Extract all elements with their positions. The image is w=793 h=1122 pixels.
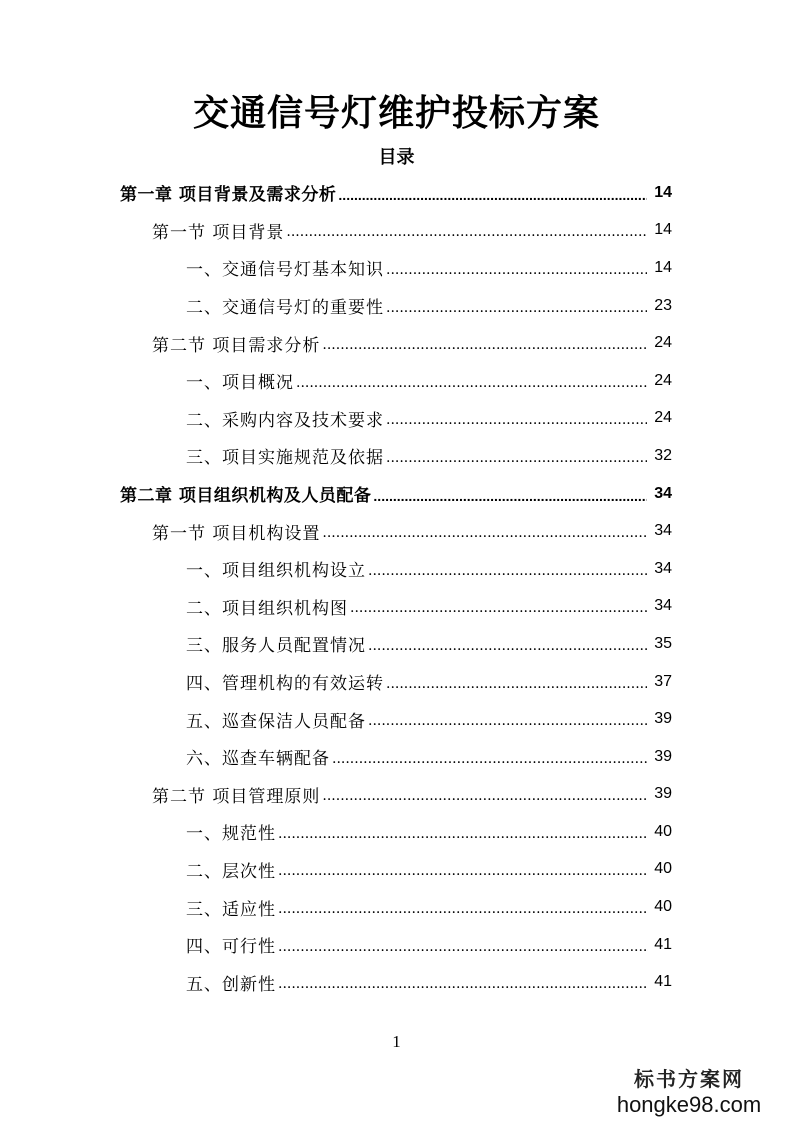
toc-dot-leader [368, 563, 647, 579]
toc-dot-leader [322, 525, 647, 541]
toc-dot-leader [332, 751, 647, 767]
toc-entry-page: 41 [654, 935, 672, 953]
table-of-contents [0, 174, 793, 1001]
toc-dot-leader [278, 901, 647, 917]
toc-dot-leader [350, 600, 647, 616]
toc-dot-leader [368, 713, 647, 729]
toc-entry-label: 二、采购内容及技术要求 [186, 410, 384, 431]
toc-entry-label: 五、创新性 [186, 974, 276, 995]
toc-entry[interactable] [0, 512, 672, 550]
toc-dot-leader [296, 375, 647, 391]
toc-entry-label: 第一节 项目机构设置 [152, 523, 321, 544]
toc-entry-page: 24 [654, 371, 672, 389]
page-number: 1 [392, 1032, 401, 1051]
toc-entry[interactable] [0, 700, 672, 738]
toc-entry-page: 34 [654, 597, 672, 615]
document-title: 交通信号灯维护投标方案 [192, 93, 600, 134]
toc-entry[interactable] [0, 851, 672, 889]
toc-entry-label: 第一章 项目背景及需求分析 [120, 185, 337, 206]
toc-entry[interactable] [0, 400, 672, 438]
toc-entry-page: 34 [654, 522, 672, 540]
toc-dot-leader [386, 412, 647, 428]
toc-entry-label: 二、项目组织机构图 [186, 598, 348, 619]
toc-heading: 目录 [378, 147, 415, 168]
toc-dot-leader [386, 300, 647, 316]
toc-entry-page: 40 [654, 898, 672, 916]
toc-entry-label: 第一节 项目背景 [152, 222, 285, 243]
toc-entry[interactable] [0, 287, 672, 325]
toc-entry-page: 35 [654, 634, 672, 652]
toc-entry[interactable] [0, 963, 672, 1001]
toc-entry-label: 四、管理机构的有效运转 [186, 674, 384, 695]
toc-entry-label: 三、服务人员配置情况 [186, 636, 366, 657]
toc-entry[interactable] [0, 588, 672, 626]
toc-entry[interactable] [0, 475, 672, 513]
toc-entry-page: 40 [654, 860, 672, 878]
toc-entry[interactable] [0, 738, 672, 776]
watermark [599, 1066, 779, 1118]
toc-dot-leader [278, 826, 647, 842]
toc-dot-leader [322, 788, 647, 804]
toc-dot-leader [386, 262, 647, 278]
toc-entry-page: 41 [654, 973, 672, 991]
toc-entry-page: 34 [654, 484, 672, 502]
toc-entry-label: 第二节 项目管理原则 [152, 786, 321, 807]
toc-entry[interactable] [0, 625, 672, 663]
toc-dot-leader [278, 976, 647, 992]
toc-dot-leader [368, 638, 647, 654]
toc-entry[interactable] [0, 212, 672, 250]
toc-entry[interactable] [0, 249, 672, 287]
toc-entry-page: 14 [654, 258, 672, 276]
toc-entry[interactable] [0, 813, 672, 851]
toc-entry-page: 14 [654, 221, 672, 239]
toc-entry-label: 二、交通信号灯的重要性 [186, 298, 384, 319]
toc-entry-label: 三、项目实施规范及依据 [186, 448, 384, 469]
toc-entry[interactable] [0, 174, 672, 212]
toc-dot-leader [373, 488, 647, 504]
toc-entry-label: 第二章 项目组织机构及人员配备 [120, 486, 372, 507]
toc-entry-page: 23 [654, 296, 672, 314]
toc-entry[interactable] [0, 926, 672, 964]
toc-entry-label: 一、项目概况 [186, 373, 294, 394]
toc-entry-label: 四、可行性 [186, 937, 276, 958]
toc-entry[interactable] [0, 437, 672, 475]
toc-entry[interactable] [0, 776, 672, 814]
toc-entry-label: 三、适应性 [186, 899, 276, 920]
toc-entry[interactable] [0, 888, 672, 926]
toc-entry-page: 14 [654, 183, 672, 201]
toc-entry[interactable] [0, 324, 672, 362]
toc-entry-page: 39 [654, 710, 672, 728]
toc-entry-label: 二、层次性 [186, 861, 276, 882]
watermark-site-name: 标书方案网 [634, 1067, 744, 1091]
toc-dot-leader [338, 187, 647, 203]
toc-entry-label: 第二节 项目需求分析 [152, 335, 321, 356]
toc-entry-page: 39 [654, 747, 672, 765]
toc-entry-page: 37 [654, 672, 672, 690]
toc-entry-page: 34 [654, 559, 672, 577]
toc-dot-leader [386, 450, 647, 466]
toc-dot-leader [322, 337, 647, 353]
toc-dot-leader [278, 939, 647, 955]
toc-entry-page: 32 [654, 446, 672, 464]
toc-entry-label: 六、巡查车辆配备 [186, 749, 330, 770]
toc-dot-leader [386, 676, 647, 692]
toc-dot-leader [278, 863, 647, 879]
toc-dot-leader [286, 224, 647, 240]
toc-entry-label: 一、交通信号灯基本知识 [186, 260, 384, 281]
toc-entry[interactable] [0, 663, 672, 701]
toc-entry-page: 24 [654, 409, 672, 427]
toc-entry-page: 24 [654, 334, 672, 352]
toc-entry-page: 39 [654, 785, 672, 803]
toc-entry-page: 40 [654, 822, 672, 840]
toc-entry-label: 一、规范性 [186, 824, 276, 845]
toc-entry-label: 一、项目组织机构设立 [186, 561, 366, 582]
toc-entry[interactable] [0, 550, 672, 588]
watermark-url: hongke98.com [616, 1092, 762, 1117]
toc-entry[interactable] [0, 362, 672, 400]
toc-entry-label: 五、巡查保洁人员配备 [186, 711, 366, 732]
